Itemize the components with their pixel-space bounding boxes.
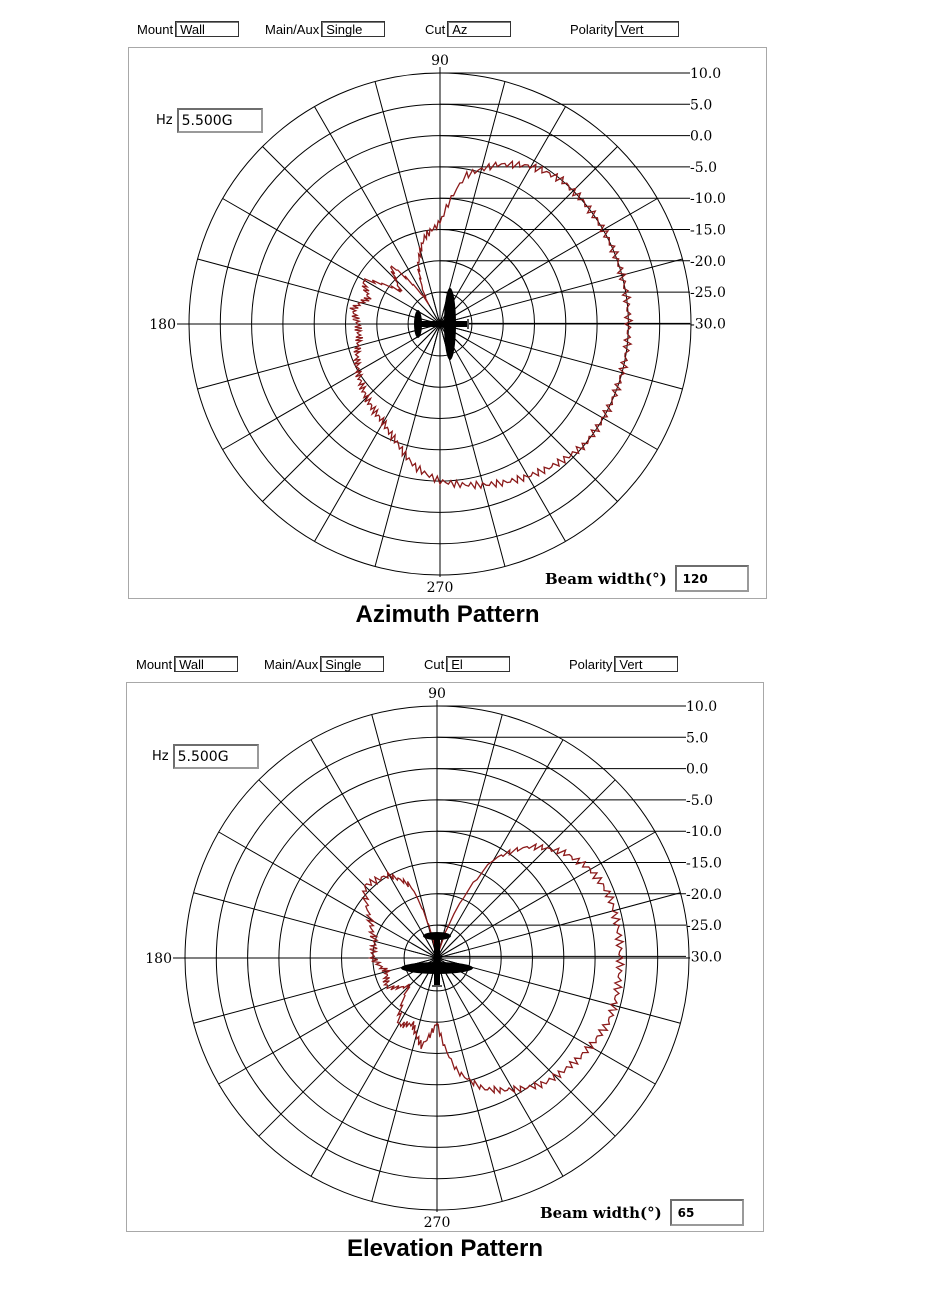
angle-label-180: 180	[149, 317, 176, 333]
azimuth-beamwidth-field	[545, 565, 749, 592]
angle-label-90: 90	[431, 53, 449, 69]
spoke-345	[408, 950, 680, 1023]
elevation-caption: Elevation Pattern	[346, 1235, 544, 1262]
radial-label--5.0: -5.0	[690, 159, 717, 176]
azimuth-hz-field	[156, 108, 263, 133]
radial-label--25.0: -25.0	[690, 285, 726, 302]
polarity-field	[570, 19, 679, 39]
radial-label--10.0: -10.0	[686, 824, 722, 841]
mount-value[interactable]: Wall	[175, 21, 239, 37]
spoke-195	[194, 950, 466, 1023]
spoke-210	[223, 309, 467, 450]
radial-label--30.0: -30.0	[686, 949, 722, 966]
radial-label--15.0: -15.0	[690, 222, 726, 239]
aircraft-icon	[401, 932, 473, 986]
beamwidth-input[interactable]: 65	[670, 1199, 744, 1226]
cut-label: Cut	[425, 21, 446, 37]
elevation-hz-field	[152, 744, 259, 769]
beamwidth-input[interactable]: 120	[675, 565, 749, 592]
aircraft-tail	[414, 310, 422, 338]
polarity-value[interactable]: Vert	[614, 656, 678, 672]
azimuth-plot-frame	[128, 47, 767, 599]
beamwidth-label: Beam width(°)	[545, 569, 667, 588]
radial-label--20.0: -20.0	[686, 886, 722, 903]
angle-label-270: 270	[423, 1215, 451, 1231]
mainaux-label: Main/Aux	[265, 21, 320, 37]
mount-label: Mount	[137, 21, 174, 37]
spoke-285	[432, 294, 505, 566]
radial-label-0.0: 0.0	[690, 128, 713, 145]
polarity-value[interactable]: Vert	[615, 21, 679, 37]
elevation-beamwidth-field	[540, 1199, 744, 1226]
mount-label: Mount	[136, 656, 173, 672]
cut-field	[425, 19, 511, 39]
radial-label-5.0: 5.0	[690, 97, 713, 114]
radial-label-10.0: 10.0	[690, 66, 722, 82]
mainaux-value[interactable]: Single	[320, 656, 384, 672]
azimuth-header	[0, 19, 936, 41]
radial-label--5.0: -5.0	[686, 792, 713, 809]
mount-field	[137, 19, 239, 39]
radial-label-5.0: 5.0	[686, 730, 709, 747]
radial-label-10.0: 10.0	[686, 699, 718, 715]
mount-field	[136, 654, 238, 674]
radial-label-0.0: 0.0	[686, 761, 709, 778]
angle-label-270: 270	[426, 580, 454, 596]
aircraft-fuselage	[418, 321, 468, 327]
beamwidth-label: Beam width(°)	[540, 1203, 662, 1222]
hz-label: Hz	[156, 113, 173, 128]
mainaux-field	[264, 654, 384, 674]
aircraft-fuselage	[434, 936, 440, 986]
angle-label-90: 90	[428, 686, 446, 702]
radial-label--15.0: -15.0	[686, 855, 722, 872]
polarity-label: Polarity	[570, 21, 614, 37]
radial-label--20.0: -20.0	[690, 253, 726, 270]
angle-label-180: 180	[145, 951, 172, 967]
cut-value[interactable]: Az	[447, 21, 511, 37]
polarity-field	[569, 654, 678, 674]
radial-label--10.0: -10.0	[690, 191, 726, 208]
mount-value[interactable]: Wall	[174, 656, 238, 672]
mainaux-value[interactable]: Single	[321, 21, 385, 37]
radial-label--30.0: -30.0	[690, 316, 726, 333]
mainaux-label: Main/Aux	[264, 656, 319, 672]
spoke-240	[315, 297, 456, 541]
mainaux-field	[265, 19, 385, 39]
aircraft-tail	[423, 932, 451, 940]
radial-label--25.0: -25.0	[686, 918, 722, 935]
polarity-label: Polarity	[569, 656, 613, 672]
hz-input[interactable]: 5.500G	[177, 108, 263, 133]
elevation-plot-frame	[126, 682, 764, 1232]
cut-field	[424, 654, 510, 674]
elevation-header	[0, 654, 936, 676]
spoke-225	[263, 302, 462, 501]
cut-label: Cut	[424, 656, 445, 672]
azimuth-caption: Azimuth Pattern	[355, 601, 540, 628]
spoke-255	[375, 294, 448, 566]
cut-value[interactable]: El	[446, 656, 510, 672]
hz-input[interactable]: 5.500G	[173, 744, 259, 769]
hz-label: Hz	[152, 749, 169, 764]
